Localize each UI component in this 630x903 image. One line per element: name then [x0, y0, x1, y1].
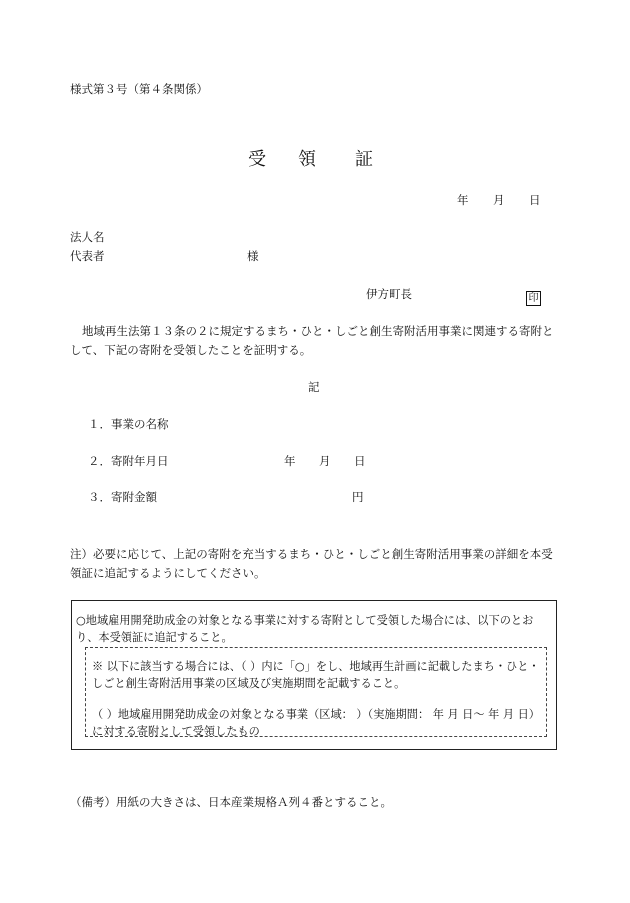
title-char-3: 証 [355, 149, 373, 170]
inner-instruction-text: ※ 以下に該当する場合には、（ ）内に「○」をし、地域再生計画に記載したまち・ひと・しごと創生寄附活用事業の区域及び実施期間を記載すること。 [92, 660, 540, 690]
additional-notice-box [71, 600, 557, 750]
item-donation-date-day: 日 [354, 454, 366, 468]
notice-inner-dashed-box [85, 647, 547, 737]
honorific-sama: 様 [247, 249, 259, 263]
document-title [248, 145, 266, 171]
seal-stamp [526, 286, 541, 306]
item-donation-date-year: 年 [284, 454, 296, 468]
item-donation-amount-unit: 円 [352, 490, 364, 504]
body-paragraph: 地域再生法第１３条の２に規定するまち・ひと・しごと創生寄附活用事業に関連する寄附として、下記の寄附を受領したことを証明する。 [70, 324, 554, 357]
date-month-label: 月 [493, 193, 505, 207]
ki-heading: 記 [308, 380, 320, 394]
item-donation-date-month: 月 [319, 454, 331, 468]
date-year-label: 年 [457, 193, 469, 207]
issuer-name: 伊方町長 [366, 287, 412, 301]
item-donation-date: ２．寄附年月日 [88, 454, 169, 468]
inner-checkbox-text: （ ）地域雇用開発助成金の対象となる事業（区域： ）（実施期間： 年 月 日〜 年 月 日）に対する寄附として受領したもの [92, 708, 540, 738]
item-donation-amount: ３．寄附金額 [88, 490, 157, 504]
document-title-2 [298, 145, 316, 171]
title-char-2: 領 [298, 149, 316, 170]
seal-mark: 印 [526, 291, 541, 306]
representative-label: 代表者 [70, 249, 105, 263]
document-title-3 [355, 145, 373, 171]
item-project-name: １．事業の名称 [88, 417, 169, 431]
remarks-note: （備考）用紙の大きさは、日本産業規格Ａ列４番とすること。 [70, 795, 392, 809]
notice-lead-text: ○地域雇用開発助成金の対象となる事業に対する寄附として受領した場合には、以下のとおり、本受領証に追記すること。 [76, 614, 534, 644]
note-paragraph: 注）必要に応じて、上記の寄附を充当するまち・ひと・しごと創生寄附活用事業の詳細を本受領証に追記するようにしてください。 [70, 547, 553, 580]
date-day-label: 日 [529, 193, 541, 207]
corporation-name-label: 法人名 [70, 230, 105, 244]
title-char-1: 受 [248, 149, 266, 170]
form-number: 様式第３号（第４条関係） [70, 82, 208, 96]
